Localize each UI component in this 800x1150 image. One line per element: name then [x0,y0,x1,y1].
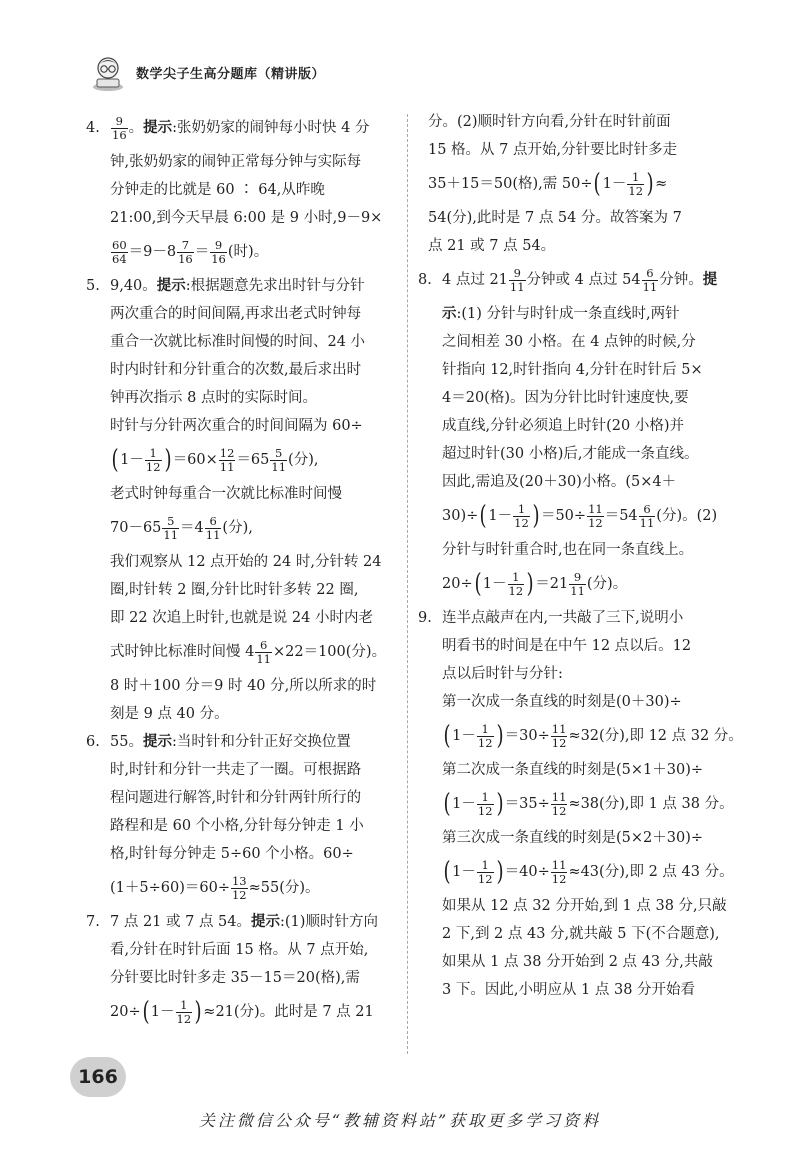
formula-line: 35＋15＝50(格),需 50÷( 1－ $\frac{1}{12}$ ) ≈ [428,169,668,199]
hint-label: 提示 [143,119,173,136]
formula-line: 70－65 $\frac{5}{11}$ ＝4 $\frac{6}{11}$ (分), [110,513,253,542]
hint-label: 提示 [156,277,186,294]
hint-label: 提 [702,271,718,288]
text-line: 分针与时针重合时,也在同一条直线上。 [442,542,694,558]
text-line: 点以后时针与分针: [442,666,563,682]
text-line: 分钟走的比就是 60 ∶ 64,从昨晚 [110,182,325,198]
text-line: 明看书的时间是在中午 12 点以后。12 [442,638,692,654]
formula-line: ( 1－ $\frac{1}{12}$ ) ＝35÷ $\frac{11}{12}$ ≈38(分),即 1 点 38 分。 [443,789,734,819]
text-line: 之间相差 30 小格。在 4 点钟的时候,分 [442,334,696,350]
formula-line: 20÷( 1－ $\frac{1}{12}$ ) ≈21(分)。此时是 7 点 21 [110,997,374,1027]
text-line: 分。(2)顺时针方向看,分针在时针前面 [428,114,671,130]
column-divider [407,114,408,1054]
answer-5-line-1: 5. 9,40。提示:根据题意先求出时针与分针 [86,277,365,294]
text-line: 2 下,到 2 点 43 分,就共敲 5 下(不合题意), [442,926,720,942]
text-line: 15 格。从 7 点开始,分针要比时针多走 [428,142,678,158]
text-line: 21:00,到今天早晨 6:00 是 9 小时,9－9× [110,210,383,226]
text-line: 程问题进行解答,时针和分针两针所行的 [110,790,362,806]
formula-line: ( 1－ $\frac{1}{12}$ ) ＝40÷ $\frac{11}{12}$ ≈43(分),即 2 点 43 分。 [443,857,734,887]
text-line: 老式时钟每重合一次就比标准时间慢 [110,486,342,502]
text-line: 时,时针和分针一共走了一圈。可根据路 [110,762,362,778]
text-line: 第二次成一条直线的时刻是(5×1＋30)÷ [442,762,704,778]
text-line: 8 时＋100 分＝9 时 40 分,所以所求的时 [110,678,377,694]
text-line: 即 22 次追上时针,也就是说 24 小时内老 [110,610,373,626]
text-line: 格,时针每分钟走 5÷60 个小格。60÷ [110,846,354,862]
text-line: 超过时针(30 小格)后,才能成一条直线。 [442,446,699,462]
right-column [418,108,743,1004]
text-line: 如果从 1 点 38 分开始到 2 点 43 分,共敲 [442,954,713,970]
text-line: 如果从 12 点 32 分开始,到 1 点 38 分,只敲 [442,898,727,914]
hint-label: 提示 [142,733,172,750]
formula-line: (1＋5÷60)＝60÷ $\frac{13}{12}$ ≈55(分)。 [110,873,320,902]
answer-9-line-1: 9. 连半点敲声在内,一共敲了三下,说明小 [418,610,684,626]
formula-line: ( 1－ $\frac{1}{12}$ ) ＝30÷ $\frac{11}{12}$ ≈32(分),即 12 点 32 分。 [443,721,743,751]
book-title: 数学尖子生高分题库（精讲版） [136,66,326,82]
text-line: 看,分针在时针后面 15 格。从 7 点开始, [110,942,369,958]
text-line: 示:(1) 分针与时针成一条直线时,两针 [442,305,680,322]
formula-line: 式时钟比标准时间慢 4 $\frac{6}{11}$ ×22＝100(分)。 [110,637,387,666]
answer-7-line-1: 7. 7 点 21 或 7 点 54。提示:(1)顺时针方向 [86,913,378,930]
left-column [86,108,398,1032]
text-line: 因此,需追及(20＋30)小格。(5×4＋ [442,474,677,490]
text-line: 针指向 12,时针指向 4,分针在时针后 5× [442,362,703,378]
text-line: 路程和是 60 个小格,分针每分钟走 1 小 [110,818,364,834]
text-line: 第三次成一条直线的时刻是(5×2＋30)÷ [442,830,704,846]
page-header [88,52,325,92]
text-line: 钟,张奶奶家的闹钟正常每分钟与实际每 [110,154,362,170]
hint-label: 示 [442,305,457,322]
text-line: 时针与分针两次重合的时间间隔为 60÷ [110,418,363,434]
text-line: 点 21 或 7 点 54。 [428,238,556,254]
text-line: 3 下。因此,小明应从 1 点 38 分开始看 [442,982,696,998]
text-line: 圈,时针转 2 圈,分针比时针多转 22 圈, [110,582,359,598]
text-line: 成直线,分针必须追上时针(20 小格)并 [442,418,684,434]
text-line: 我们观察从 12 点开始的 24 时,分针转 24 [110,554,382,570]
hint-label: 提示 [251,913,281,930]
page-number: 166 [70,1057,126,1097]
student-mascot-icon [88,52,128,92]
formula-line: ( 1－ $\frac{1}{12}$ ) ＝60× $\frac{12}{11}$ ＝65 $\frac{5}{11}$ (分), [111,445,319,475]
text-line: 54(分),此时是 7 点 54 分。故答案为 7 [428,210,682,226]
formula-line: 30)÷( 1－ $\frac{1}{12}$ ) ＝50÷ $\frac{11}{12}$ ＝54 $\frac{6}{11}$ (分)。(2) [442,501,718,531]
text-line: 4＝20(格)。因为分针比时针速度快,要 [442,390,689,406]
text-line: 刻是 9 点 40 分。 [110,706,229,722]
text-line: 重合一次就比标准时间慢的时间、24 小 [110,334,366,350]
answer-6-line-1: 6. 55。提示:当时针和分针正好交换位置 [86,733,351,750]
text-line: 时内时针和分针重合的次数,最后求出时 [110,362,362,378]
formula-line: 20÷( 1－ $\frac{1}{12}$ ) ＝21 $\frac{9}{11}$ (分)。 [442,569,628,599]
text-line: 分针要比时针多走 35－15＝20(格),需 [110,970,360,986]
formula-line: $\frac{60}{64}$ ＝9－8 $\frac{7}{16}$ ＝ $\frac{9}{16}$ (时)。 [112,237,269,266]
footer-watermark: 关注微信公众号“教辅资料站”获取更多学习资料 [198,1111,602,1130]
answer-8-line-1: 8. 4 点过 21 $\frac{9}{11}$ 分钟或 4 点过 54 $\frac{6}{11}$ 分钟。提 [418,265,718,294]
fraction: $\frac{9}{16}$ [112,113,127,142]
text-line: 钟再次指示 8 点时的实际时间。 [110,390,317,406]
text-line: 第一次成一条直线的时刻是(0＋30)÷ [442,694,682,710]
text-line: 两次重合的时间间隔,再求出老式时钟每 [110,306,362,322]
answer-4-line-1: 4. $\frac{9}{16}$ 。提示:张奶奶家的闹钟每小时快 4 分 [86,113,370,142]
